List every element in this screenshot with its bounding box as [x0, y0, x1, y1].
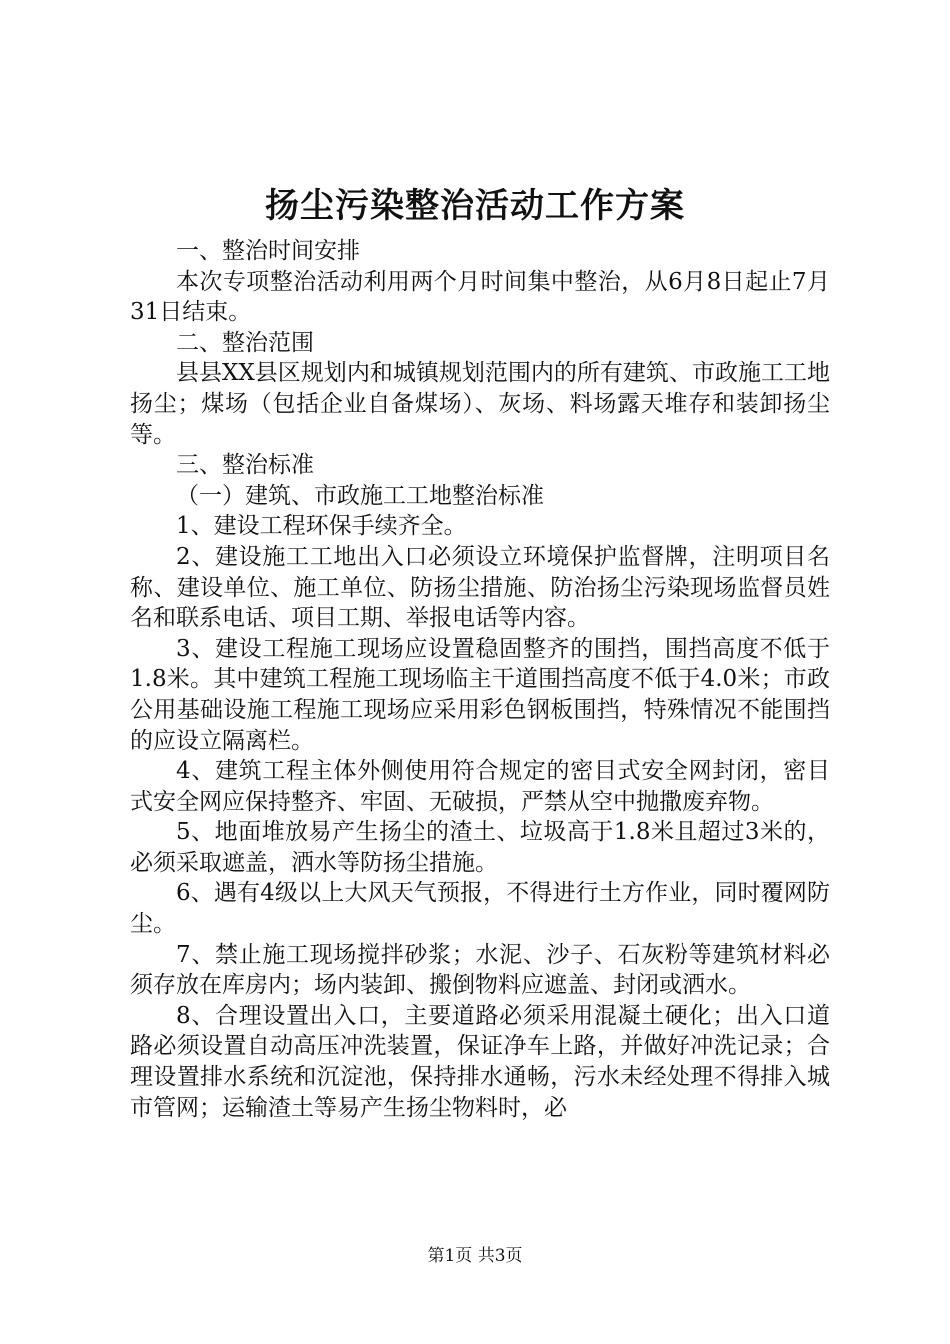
list-item-1: 1、建设工程环保手续齐全。 [176, 513, 467, 540]
list-item-2: 2、建设施工工地出入口必须设立环境保护监督牌，注明项目名称、建设单位、施工单位、防扬尘措施、防治扬尘污染现场监督员姓名和联系电话、项目工期、举报电话等内容。 [130, 543, 830, 632]
page-footer: 第1页 共3页 [427, 1246, 523, 1266]
list-item-7: 7、禁止施工现场搅拌砂浆；水泥、沙子、石灰粉等建筑材料必须存放在库房内；场内装卸、搬倒物料应遮盖、封闭或洒水。 [130, 941, 830, 999]
paragraph-scope: 县县XX县区规划内和城镇规划范围内的所有建筑、市政施工工地扬尘；煤场（包括企业自备煤场）、灰场、料场露天堆存和装卸扬尘等。 [130, 360, 830, 448]
section-heading-schedule: 一、整治时间安排 [176, 238, 360, 264]
list-item-8: 8、合理设置出入口，主要道路必须采用混凝土硬化；出入口道路必须设置自动高压冲洗装置，保证净车上路，并做好冲洗记录；合理设置排水系统和沉淀池，保持排水通畅，污水未经处理不得排入城市管网；运输渣土等易产生扬尘物料时，必 [130, 1002, 830, 1121]
document-title: 扬尘污染整治活动工作方案 [265, 186, 685, 226]
list-item-3: 3、建设工程施工现场应设置稳固整齐的围挡，围挡高度不低于1.8米。其中建筑工程施工现场临主干道围挡高度不低于4.0米；市政公用基础设施工程施工现场应采用彩色钢板围挡，特殊情况不能围挡的应设立隔离栏。 [130, 635, 830, 754]
list-item-4: 4、建筑工程主体外侧使用符合规定的密目式安全网封闭，密目式安全网应保持整齐、牢固、无破损，严禁从空中抛撒废弃物。 [130, 758, 830, 815]
document-body [130, 236, 830, 1123]
section-heading-scope: 二、整治范围 [176, 329, 314, 356]
paragraph-schedule: 本次专项整治活动利用两个月时间集中整治，从6月8日起止7月31日结束。 [130, 268, 830, 326]
subsection-heading-construction: （一）建筑、市政施工工地整治标准 [176, 482, 544, 509]
list-item-5: 5、地面堆放易产生扬尘的渣土、垃圾高于1.8米且超过3米的，必须采取遮盖，洒水等防扬尘措施。 [130, 819, 830, 876]
list-item-6: 6、遇有4级以上大风天气预报，不得进行土方作业，同时覆网防尘。 [130, 880, 830, 938]
section-heading-standards: 三、整治标准 [176, 452, 314, 479]
